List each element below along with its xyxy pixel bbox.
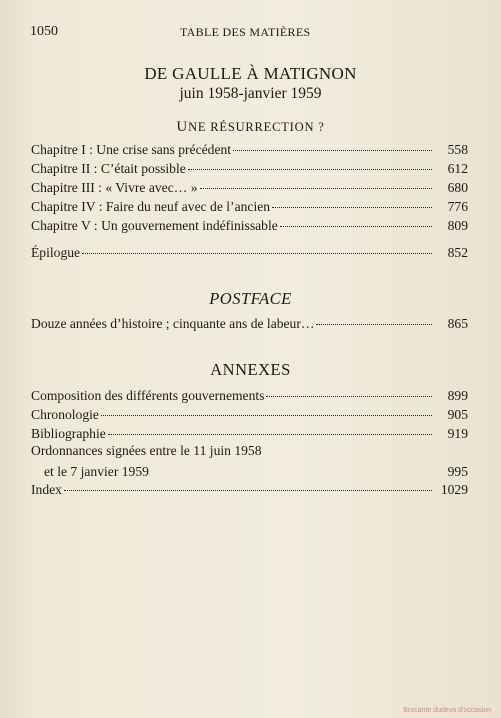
toc-entry: Chapitre IV : Faire du neuf avec de l’ancien 776 xyxy=(31,199,468,214)
toc-page: 558 xyxy=(447,142,468,157)
toc-page: 809 xyxy=(447,218,468,233)
leader-dots xyxy=(316,324,432,325)
leader-dots xyxy=(266,396,432,397)
toc-entry: Composition des différents gouvernements 899 xyxy=(31,388,468,403)
toc-page: 905 xyxy=(447,407,468,422)
running-head: TABLE DES MATIÈRES xyxy=(180,25,311,39)
toc-entry: Chronologie 905 xyxy=(31,407,468,422)
leader-dots xyxy=(200,188,432,189)
leader-dots xyxy=(188,169,432,170)
toc-page: 852 xyxy=(447,245,468,260)
leader-dots xyxy=(108,434,432,435)
toc-entry: Chapitre I : Une crise sans précédent 558 xyxy=(31,142,468,157)
toc-page: 899 xyxy=(447,388,468,403)
page-number: 1050 xyxy=(30,24,58,39)
part-subtitle: UNE RÉSURRECTION ? xyxy=(176,119,325,135)
part-dates: juin 1958-janvier 1959 xyxy=(179,85,322,102)
page-header xyxy=(30,24,471,42)
toc-page: 612 xyxy=(447,161,468,176)
toc-page: 1029 xyxy=(440,482,468,497)
part-title: DE GAULLE À MATIGNON xyxy=(144,64,357,83)
part-subtitle-text: NE RÉSURRECTION ? xyxy=(188,120,325,134)
toc-entry: Chapitre II : C’était possible 612 xyxy=(31,161,468,176)
watermark: Brocante dudeva d'occasion xyxy=(403,707,491,714)
toc-page: 776 xyxy=(447,199,468,214)
annexes-heading: ANNEXES xyxy=(210,360,291,379)
toc-entry: Épilogue 852 xyxy=(31,245,468,260)
leader-dots xyxy=(101,415,432,416)
toc-page: 995 xyxy=(447,464,468,479)
toc-entry: Index 1029 xyxy=(31,482,468,497)
toc-entry: Chapitre III : « Vivre avec… » 680 xyxy=(31,180,468,195)
toc-page: 680 xyxy=(447,180,468,195)
postface-heading: POSTFACE xyxy=(209,289,292,308)
toc-entry: Chapitre V : Un gouvernement indéfinissable 809 xyxy=(31,218,468,233)
toc-page: 919 xyxy=(447,426,468,441)
leader-dots xyxy=(233,150,432,151)
toc-entry-line1: Ordonnances signées entre le 11 juin 1958 xyxy=(31,443,262,458)
toc-entry: et le 7 janvier 1959 995 xyxy=(44,464,468,479)
toc-entry: Bibliographie 919 xyxy=(31,426,468,441)
leader-dots xyxy=(82,253,432,254)
leader-dots xyxy=(272,207,432,208)
toc-entry: Douze années d’histoire ; cinquante ans de labeur… 865 xyxy=(31,316,468,331)
leader-dots xyxy=(280,226,432,227)
leader-dots xyxy=(64,490,432,491)
toc-page: 865 xyxy=(447,316,468,331)
